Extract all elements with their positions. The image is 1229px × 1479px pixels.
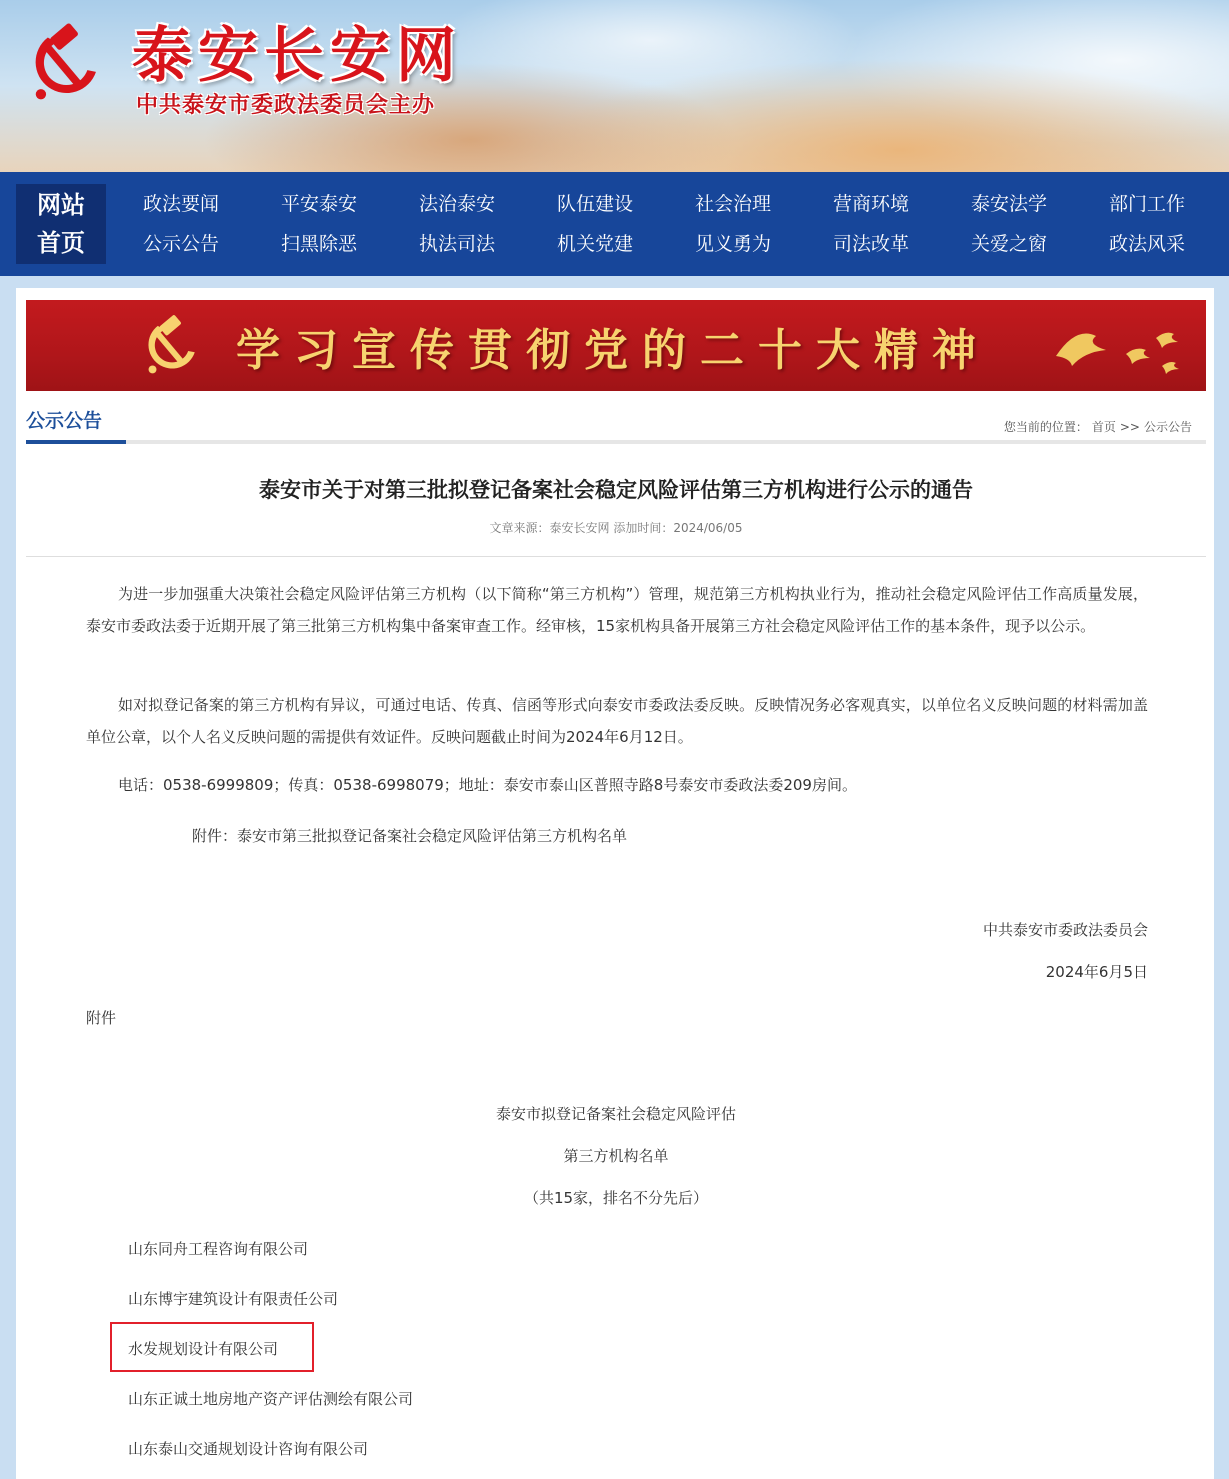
banner-text: 学习宣传贯彻党的二十大精神 (236, 325, 990, 376)
promo-banner[interactable] (26, 300, 1206, 391)
breadcrumb-current-link[interactable]: 公示公告 (1143, 420, 1192, 434)
highlight-box (110, 1322, 314, 1372)
hammer-sickle-icon (138, 314, 204, 380)
nav-item[interactable]: 平安泰安 (280, 193, 357, 215)
divider (26, 556, 1206, 557)
list-title: 泰安市拟登记备案社会稳定风险评估 (495, 1105, 736, 1123)
nav-item[interactable]: 队伍建设 (556, 193, 633, 215)
list-item: 山东同舟工程咨询有限公司 (128, 1240, 309, 1258)
nav-item[interactable]: 执法司法 (418, 233, 495, 255)
nav-item[interactable]: 泰安法学 (970, 193, 1047, 215)
breadcrumb-prefix: 您当前的位置： (1003, 420, 1088, 434)
nav-item[interactable]: 见义勇为 (694, 233, 771, 255)
doves-icon (1036, 316, 1206, 386)
list-item: 水发规划设计有限公司 (128, 1340, 279, 1358)
nav-item[interactable]: 社会治理 (694, 193, 771, 215)
site-subtitle: 中共泰安市委政法委员会主办 (136, 93, 436, 118)
list-note: （共15家，排名不分先后） (523, 1189, 709, 1207)
breadcrumb-separator: >> (1119, 420, 1140, 434)
list-title: 第三方机构名单 (563, 1147, 669, 1165)
list-item: 山东博宇建筑设计有限责任公司 (128, 1290, 339, 1308)
site-title: 泰安长安网 (132, 21, 462, 91)
nav-item[interactable]: 政法要闻 (142, 193, 219, 215)
nav-home-label-1: 网站 (37, 191, 85, 219)
nav-item[interactable]: 法治泰安 (418, 193, 495, 215)
list-item: 山东泰山交通规划设计咨询有限公司 (128, 1440, 369, 1458)
nav-home-link[interactable] (16, 184, 106, 264)
content-panel (16, 288, 1214, 1479)
article-date: 2024年6月5日 (1045, 963, 1148, 981)
list-item: 山东正诚土地房地产资产评估测绘有限公司 (128, 1390, 414, 1408)
nav-item[interactable]: 公示公告 (142, 233, 219, 255)
nav-item[interactable]: 营商环境 (832, 193, 909, 215)
nav-item[interactable]: 机关党建 (556, 233, 633, 255)
attachment-label: 附件 (86, 1009, 117, 1027)
signature: 中共泰安市委政法委员会 (982, 921, 1148, 939)
nav-home-label-2: 首页 (37, 229, 85, 257)
contact-info: 电话：0538-6999809；传真：0538-6998079；地址：泰安市泰山区普照寺路8号泰安市委政法委209房间。 (118, 776, 857, 794)
nav-item[interactable]: 政法风采 (1108, 233, 1185, 255)
nav-item[interactable]: 扫黑除恶 (280, 233, 357, 255)
article-paragraph: 如对拟登记备案的第三方机构有异议，可通过电话、传真、信函等形式向泰安市委政法委反映。反映情况务必客观真实，以单位名义反映问题的材料需加盖单位公章，以个人名义反映问题的需提供有效证件。反映问题截止时间为2024年6月12日。 (86, 696, 1148, 746)
nav-item[interactable]: 部门工作 (1108, 193, 1185, 215)
nav-item[interactable]: 关爱之窗 (970, 233, 1047, 255)
site-header (0, 0, 1229, 172)
breadcrumb (1004, 418, 1196, 435)
article-paragraph: 为进一步加强重大决策社会稳定风险评估第三方机构（以下简称“第三方机构”）管理，规范第三方机构执业行为，推动社会稳定风险评估工作高质量发展，泰安市委政法委于近期开展了第三批第三方机构集中备案审查工作。经审核，15家机构具备开展第三方社会稳定风险评估工作的基本条件，现予以公示。 (86, 585, 1148, 635)
breadcrumb-home-link[interactable]: 首页 (1091, 420, 1116, 434)
main-nav (0, 172, 1229, 276)
article-meta: 文章来源：泰安长安网 添加时间：2024/06/05 (489, 521, 743, 535)
attachment-note: 附件：泰安市第三批拟登记备案社会稳定风险评估第三方机构名单 (192, 827, 628, 845)
section-header (26, 402, 1206, 444)
article-title: 泰安市关于对第三批拟登记备案社会稳定风险评估第三方机构进行公示的通告 (259, 478, 973, 502)
nav-item[interactable]: 司法改革 (832, 233, 909, 255)
section-title: 公示公告 (26, 410, 126, 444)
hammer-sickle-icon (22, 22, 108, 108)
